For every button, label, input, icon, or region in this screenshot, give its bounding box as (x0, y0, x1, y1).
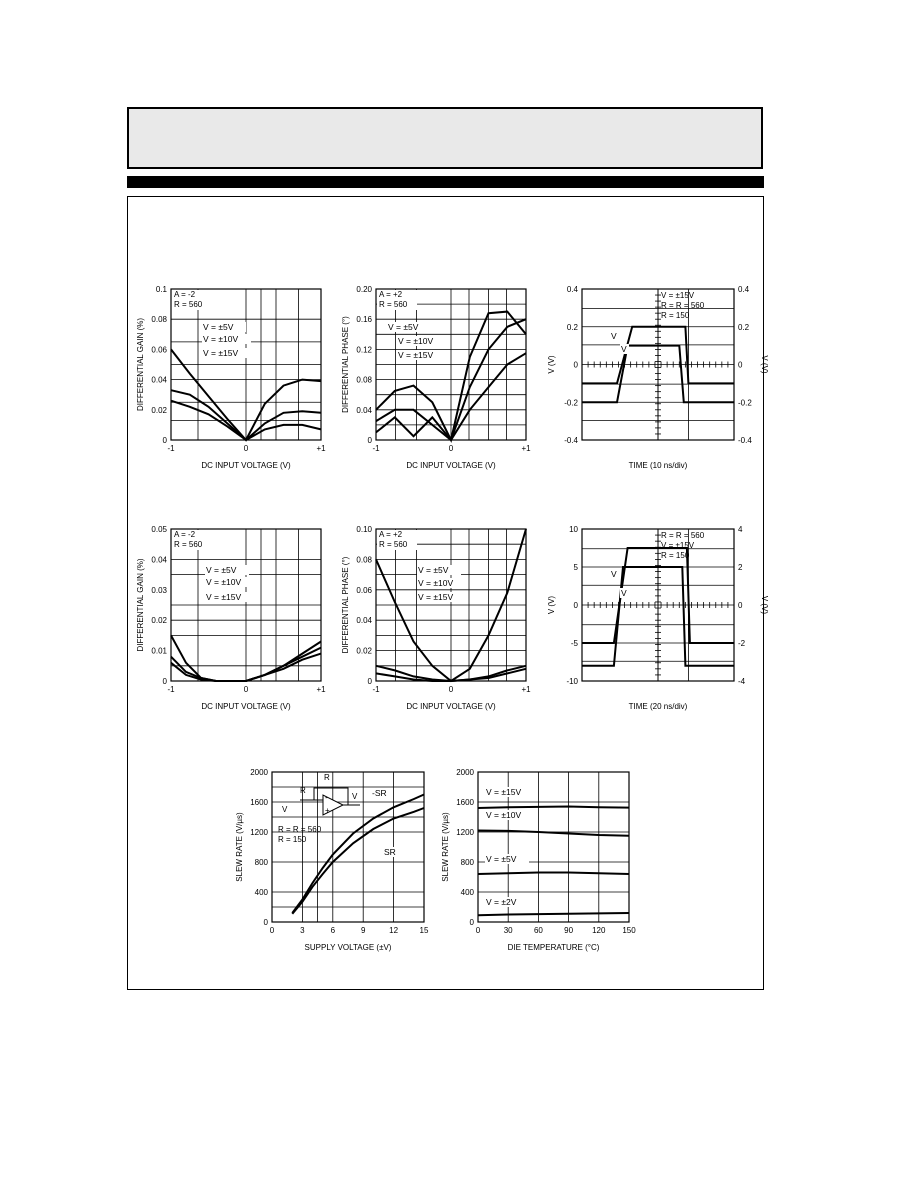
x-tick-label: 9 (360, 926, 366, 935)
x-tick-label: 0 (448, 444, 454, 453)
x-tick-label: +1 (316, 444, 326, 453)
pin-label: + (325, 806, 330, 815)
annotation-label: V = ±5V (418, 565, 449, 575)
series-line-1 (292, 795, 424, 914)
annotation-label: V (621, 588, 627, 598)
y2-tick-label: 4 (738, 525, 743, 534)
x-axis-label: TIME (10 ns/div) (628, 461, 688, 470)
x-tick-label: 90 (564, 926, 574, 935)
x-tick-label: 15 (419, 926, 429, 935)
x-tick-label: +1 (521, 685, 531, 694)
y-tick-label: 0.02 (151, 616, 167, 626)
annotation-label: V = ±5V (486, 854, 517, 864)
annotation-label: V (611, 331, 617, 341)
x-tick-label: 0 (448, 685, 454, 694)
y2-tick-label: -0.4 (738, 436, 752, 445)
y-tick-label: 0 (573, 601, 578, 610)
y-tick-label: 5 (573, 563, 578, 572)
y-tick-label: 800 (254, 858, 268, 867)
series-line-1 (478, 807, 629, 809)
y-tick-label: 0 (573, 360, 578, 370)
y-tick-label: 0.08 (356, 375, 372, 385)
annotation-label: SR (384, 847, 396, 857)
x-axis-label: SUPPLY VOLTAGE (±V) (304, 943, 392, 952)
corner-label: R = R = 560 (661, 531, 705, 540)
y-tick-label: 0.04 (356, 405, 372, 415)
y-tick-label: 400 (254, 888, 268, 897)
y-tick-label: 0.08 (356, 555, 372, 565)
chart-7 (235, 768, 429, 952)
x-tick-label: -1 (167, 444, 175, 453)
y-tick-label: 0.20 (356, 285, 372, 294)
y-tick-label: -0.4 (564, 436, 578, 445)
y2-tick-label: -4 (738, 677, 746, 686)
corner-label: R = 560 (174, 300, 203, 309)
corner-label: A = -2 (174, 530, 196, 539)
y-tick-label: 0.02 (151, 405, 167, 415)
y2-tick-label: -2 (738, 639, 746, 648)
x-tick-label: +1 (521, 444, 531, 453)
y-tick-label: 0.06 (151, 345, 167, 355)
series-line-4 (478, 913, 629, 915)
x-axis-label: DC INPUT VOLTAGE (V) (201, 461, 291, 470)
corner-label: R = 150 (661, 311, 690, 320)
opamp-schematic (282, 773, 360, 815)
y2-tick-label: 2 (738, 563, 743, 572)
annotation-label: V = ±10V (486, 810, 522, 820)
corner-label: R = R = 560 (661, 301, 705, 310)
annotation-label: V = ±15V (418, 592, 454, 602)
y-tick-label: 0.04 (356, 616, 372, 626)
y-tick-label: 0.05 (151, 525, 167, 534)
y-axis-label: SLEW RATE (V/µs) (235, 812, 244, 882)
x-axis-label: DC INPUT VOLTAGE (V) (406, 461, 496, 470)
x-tick-label: 120 (592, 926, 606, 935)
y-tick-label: 0.04 (151, 555, 167, 565)
x-tick-label: 0 (475, 926, 481, 935)
x-tick-label: 150 (622, 926, 636, 935)
corner-label: R = 150 (661, 551, 690, 560)
y-tick-label: 0 (469, 918, 474, 927)
annotation-label: V = ±5V (388, 322, 419, 332)
y-tick-label: 0.12 (356, 345, 372, 355)
x-tick-label: 12 (389, 926, 399, 935)
y-tick-label: -10 (566, 677, 578, 686)
x-axis-label: TIME (20 ns/div) (628, 702, 688, 711)
x-axis-label: DIE TEMPERATURE (°C) (507, 943, 600, 952)
y-tick-label: 0.1 (155, 285, 167, 294)
x-axis-label: DC INPUT VOLTAGE (V) (201, 702, 291, 711)
y-axis-label: DIFFERENTIAL PHASE (°) (341, 316, 350, 413)
y2-tick-label: 0 (738, 360, 743, 370)
y-tick-label: 0.06 (356, 585, 372, 595)
y2-axis-label: V (V) (760, 355, 769, 374)
annotation-label: V = ±15V (203, 348, 239, 358)
x-axis-label: DC INPUT VOLTAGE (V) (406, 702, 496, 711)
series-line-2 (478, 831, 629, 836)
annotation-label: V = ±10V (206, 577, 242, 587)
y-tick-label: 0.02 (356, 646, 372, 656)
y-tick-label: 0 (263, 918, 268, 927)
y-tick-label: 10 (569, 525, 578, 534)
series-line-3 (478, 873, 629, 875)
resistor-label: R (324, 773, 330, 782)
y-tick-label: 0 (367, 677, 372, 686)
y-tick-label: -5 (570, 639, 578, 648)
y-tick-label: 800 (460, 858, 474, 867)
corner-label: R = R = 560 (278, 825, 322, 834)
corner-label: R = 560 (174, 540, 203, 549)
corner-label: R = 560 (379, 540, 408, 549)
corner-label: A = +2 (379, 530, 403, 539)
y-tick-label: 0.10 (356, 525, 372, 534)
y-tick-label: 0.03 (151, 585, 167, 595)
y2-axis-label: V (V) (760, 595, 769, 615)
y-tick-label: 0.01 (151, 646, 167, 656)
y-tick-label: 0.2 (566, 322, 578, 332)
y-tick-label: 0.04 (151, 375, 167, 385)
annotation-label: V = ±15V (206, 592, 242, 602)
resistor-label: R (300, 786, 306, 795)
x-tick-label: 0 (269, 926, 275, 935)
y-axis-label: V (V) (547, 595, 556, 615)
x-tick-label: 3 (300, 926, 305, 935)
corner-label: V = ±15V (661, 541, 695, 550)
y2-tick-label: -0.2 (738, 398, 752, 408)
corner-label: A = +2 (379, 290, 403, 299)
corner-label: R = 560 (379, 300, 408, 309)
annotation-label: V = ±10V (398, 336, 434, 346)
x-tick-label: -1 (372, 444, 380, 453)
y-tick-label: -0.2 (564, 398, 578, 408)
chart-8 (441, 768, 636, 952)
x-tick-label: 0 (243, 444, 249, 453)
annotation-label: V = ±15V (398, 350, 434, 360)
y-tick-label: 0.08 (151, 315, 167, 325)
corner-label: V = ±15V (661, 291, 695, 300)
corner-label: R = 150 (278, 835, 307, 844)
y-tick-label: 1600 (250, 798, 268, 807)
y-axis-label: DIFFERENTIAL GAIN (%) (136, 558, 145, 652)
annotation-label: V = ±5V (203, 322, 234, 332)
y-axis-label: DIFFERENTIAL GAIN (%) (136, 317, 145, 412)
chart-4 (136, 525, 326, 711)
y-axis-label: DIFFERENTIAL PHASE (°) (341, 556, 350, 654)
x-tick-label: 30 (503, 926, 513, 935)
y2-tick-label: 0 (738, 601, 743, 610)
x-tick-label: 6 (330, 926, 336, 935)
chart-3 (547, 285, 769, 470)
y-tick-label: 1200 (250, 828, 268, 837)
y-tick-label: 400 (460, 888, 474, 897)
y-tick-label: 0 (162, 677, 167, 686)
annotation-label: -SR (372, 788, 387, 798)
x-tick-label: -1 (167, 685, 175, 694)
annotation-label: V (611, 569, 617, 579)
y-tick-label: 0.4 (566, 285, 578, 294)
y-tick-label: 1200 (456, 828, 474, 837)
y-tick-label: 2000 (250, 768, 268, 777)
annotation-label: V = ±5V (206, 565, 237, 575)
x-tick-label: +1 (316, 685, 326, 694)
series-line-2 (292, 808, 424, 914)
y-tick-label: 0 (367, 436, 372, 445)
x-tick-label: 0 (243, 685, 249, 694)
chart-5 (341, 525, 531, 711)
y-tick-label: 0 (162, 436, 167, 445)
y-tick-label: 0.16 (356, 315, 372, 325)
node-label: V (352, 792, 358, 801)
y-tick-label: 1600 (456, 798, 474, 807)
y-tick-label: 2000 (456, 768, 474, 777)
y-axis-label: SLEW RATE (V/µs) (441, 812, 450, 882)
pin-label: - (325, 793, 328, 802)
annotation-label: V = ±15V (486, 787, 522, 797)
annotation-label: V (621, 344, 627, 354)
chart-6 (547, 525, 769, 711)
x-tick-label: 60 (533, 926, 543, 935)
chart-1 (136, 285, 326, 470)
annotation-label: V = ±2V (486, 897, 517, 907)
x-tick-label: -1 (372, 685, 380, 694)
y-axis-label: V (V) (547, 355, 556, 374)
corner-label: A = -2 (174, 290, 196, 299)
annotation-label: V = ±10V (418, 578, 454, 588)
node-label: V (282, 805, 288, 814)
y2-tick-label: 0.4 (738, 285, 750, 294)
y2-tick-label: 0.2 (738, 322, 750, 332)
annotation-label: V = ±10V (203, 334, 239, 344)
